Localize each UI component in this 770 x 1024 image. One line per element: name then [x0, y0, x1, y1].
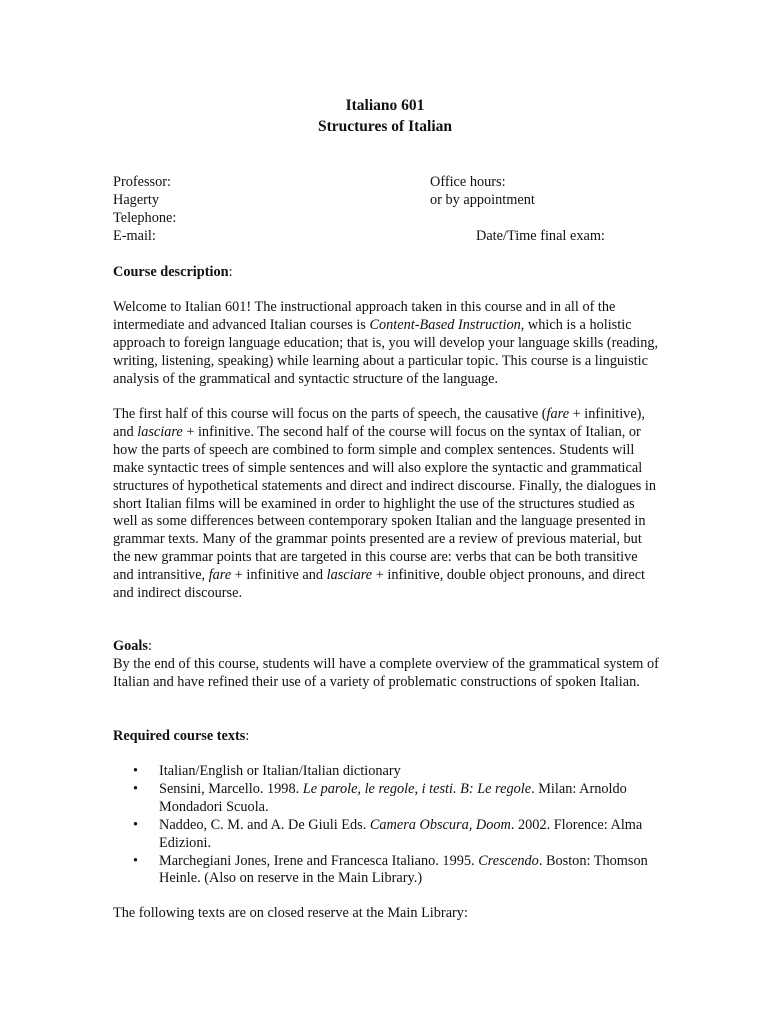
final-exam-label: Date/Time final exam:: [476, 228, 605, 244]
bullet-icon: •: [133, 763, 139, 779]
goals-text: By the end of this course, students will have a complete overview of the grammatical system of Italian and have refined their use of a variety of problematic constructions of spoken Italian.: [113, 656, 659, 690]
email-label: E-mail:: [113, 228, 156, 244]
professor-label: Professor:: [113, 174, 171, 190]
bullet-icon: •: [133, 780, 139, 797]
required-texts-list: [113, 763, 673, 888]
list-item: • Naddeo, C. M. and A. De Giuli Eds. Camera Obscura, Doom. 2002. Florence: Alma Edizioni.: [133, 816, 643, 851]
closed-reserve-text: The following texts are on closed reserve at the Main Library:: [113, 905, 468, 921]
bullet-icon: •: [133, 816, 139, 833]
required-texts-heading: Required course texts:: [113, 728, 250, 744]
course-title: Italiano 601: [345, 97, 425, 114]
list-item: • Italian/English or Italian/Italian dictionary: [133, 763, 401, 779]
office-hours-label: Office hours:: [430, 174, 506, 190]
course-subtitle: Structures of Italian: [317, 118, 453, 135]
course-description-heading: Course description:: [113, 264, 233, 280]
bullet-icon: •: [133, 852, 139, 869]
office-hours-value: or by appointment: [430, 192, 535, 208]
goals-heading: Goals:: [113, 638, 152, 654]
description-paragraph-1: Welcome to Italian 601! The instructional approach taken in this course and in all of the intermediate and advanced Italian courses is Content-Based Instruction, which is a holistic approach to foreign language education; that is, you will develop your language skills (reading, writing, listening, speaking) while learning about a particular topic. This course is a linguistic analysis of the grammatical and syntactic structure of the language.: [113, 299, 659, 387]
description-paragraph-2: The first half of this course will focus on the parts of speech, the causative (fare + infinitive), and lasciare + infinitive. The second half of the course will focus on the syntax of Italian, or how the parts of speech are combined to form simple and complex sentences. Students will make syntactic trees of simple sentences and will also explore the syntactic and grammatical structures of hypothetical statements and direct and indirect discourse. Finally, the dialogues in short Italian films will be examined in order to highlight the use of the structures studied as well as some differences between contemporary spoken Italian and the language presented in grammar texts. Many of the grammar points presented are a review of previous material, but the new grammar points that are targeted in this course are: verbs that can be both transitive and intransitive, fare + infinitive and lasciare + infinitive, double object pronouns, and direct and indirect discourse.: [113, 406, 657, 602]
professor-name: Hagerty: [113, 192, 160, 208]
telephone-label: Telephone:: [113, 210, 177, 226]
list-item: • Marchegiani Jones, Irene and Francesca Italiano. 1995. Crescendo. Boston: Thomson Heinle. (Also on reserve in the Main Library.): [133, 852, 648, 887]
list-item: • Sensini, Marcello. 1998. Le parole, le regole, i testi. B: Le regole. Milan: Arnoldo Mondadori Scuola.: [133, 780, 627, 815]
